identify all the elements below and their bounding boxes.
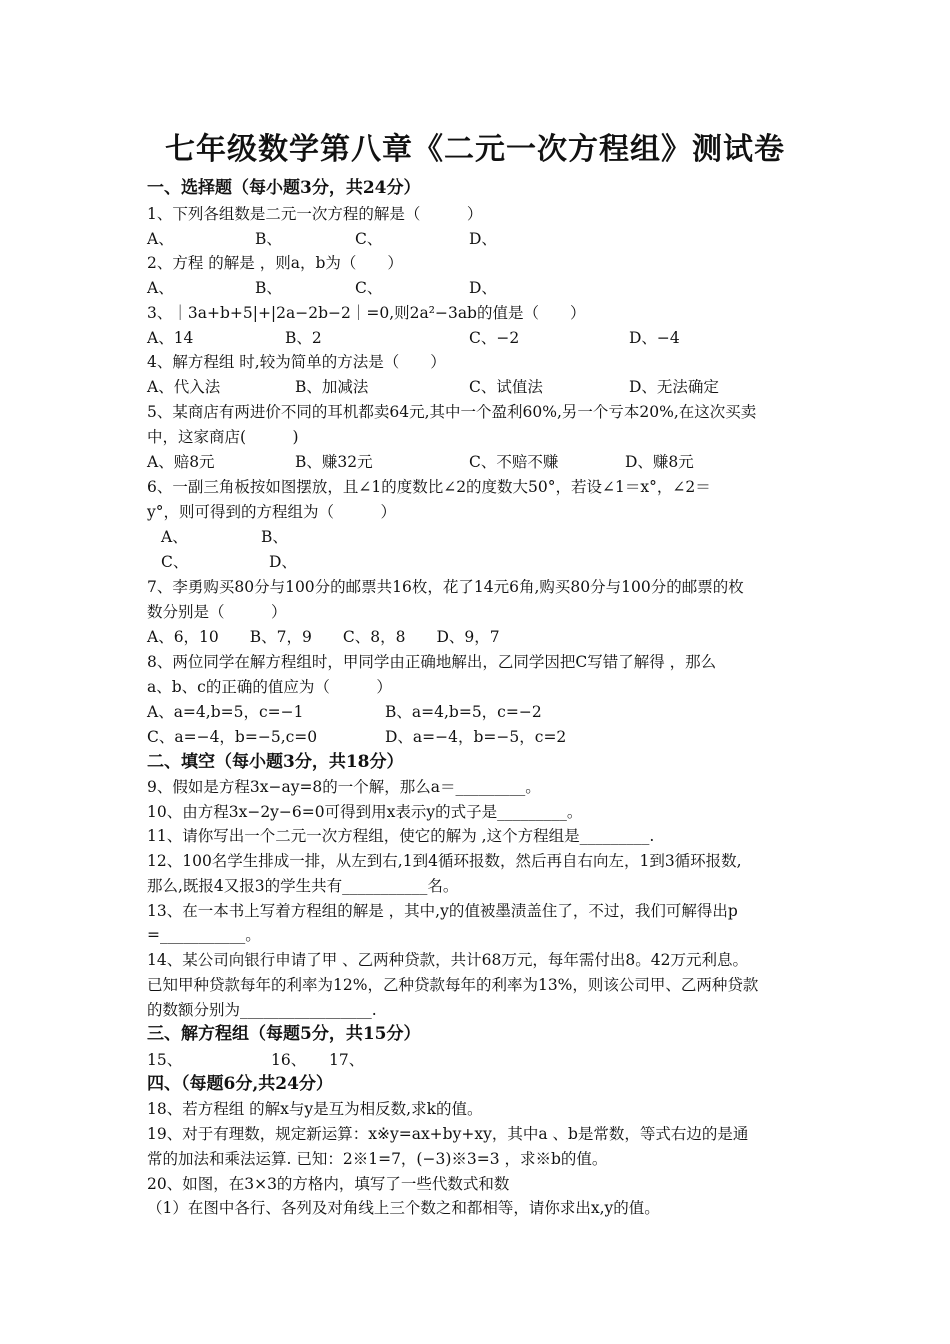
question-20-line2: （1）在图中各行、各列及对角线上三个数之和都相等，请你求出x,y的值。 [147, 1199, 660, 1217]
question-8-stem-line2: a、b、c的正确的值应为（ ） [147, 678, 392, 696]
question-6-stem-line2: y°，则可得到的方程组为（ ） [147, 503, 397, 521]
option-a: A、 [147, 230, 174, 248]
option-c: C、不赔不赚 [469, 453, 559, 471]
section-heading-solve: 三、解方程组（每题5分，共15分） [147, 1024, 421, 1044]
section-heading-fill: 二、填空（每小题3分，共18分） [147, 752, 404, 772]
option-d: D、 [469, 230, 497, 248]
option-c: C、 [355, 230, 383, 248]
question-1-stem: 1、下列各组数是二元一次方程的解是（ ） [147, 205, 483, 223]
option-d: D、−4 [629, 329, 680, 347]
option-a: A、a=4,b=5，c=−1 [147, 703, 304, 721]
option-b: B、a=4,b=5，c=−2 [385, 703, 542, 721]
section-heading-four: 四、（每题6分,共24分） [147, 1074, 333, 1094]
question-13-line2: =___________。 [147, 926, 261, 944]
option-c: C、 [161, 553, 189, 571]
question-19-line2: 常的加法和乘法运算. 已知：2※1=7，(−3)※3=3 ，求※b的值。 [147, 1150, 608, 1168]
question-7-options: A、6，10 B、7，9 C、8，8 D、9，7 [147, 628, 500, 646]
question-20-line1: 20、如图，在3×3的方格内，填写了一些代数式和数 [147, 1175, 510, 1193]
option-b: B、2 [285, 329, 322, 347]
option-d: D、a=−4，b=−5，c=2 [385, 728, 567, 746]
question-5-stem-line2: 中，这家商店( ) [147, 428, 299, 446]
option-c: C、−2 [469, 329, 520, 347]
question-14-line1: 14、某公司向银行申请了甲 、乙两种贷款，共计68万元，每年需付出8。42万元利息。 [147, 951, 748, 969]
option-d: D、无法确定 [629, 378, 719, 396]
option-d: D、 [469, 279, 497, 297]
option-a: A、14 [147, 329, 194, 347]
question-13-line1: 13、在一本书上写着方程组的解是 ，其中,y的值被墨渍盖住了，不过，我们可解得出p [147, 902, 738, 920]
page-title: 七年级数学第八章《二元一次方程组》测试卷 [165, 132, 785, 167]
question-6-stem-line1: 6、一副三角板按如图摆放，且∠1的度数比∠2的度数大50°，若设∠1＝x°，∠2＝ [147, 478, 711, 496]
question-14-line2: 已知甲种贷款每年的利率为12%，乙种贷款每年的利率为13%，则该公司甲、乙两种贷款 [147, 976, 759, 994]
option-b: B、 [255, 230, 282, 248]
option-a: A、 [147, 279, 174, 297]
option-d: D、赚8元 [625, 453, 694, 471]
option-a: A、 [161, 528, 188, 546]
question-8-stem-line1: 8、两位同学在解方程组时，甲同学由正确地解出，乙同学因把C写错了解得 ，那么 [147, 653, 717, 671]
question-4-stem: 4、解方程组 时,较为简单的方法是（ ） [147, 353, 446, 371]
question-7-stem-line1: 7、李勇购买80分与100分的邮票共16枚，花了14元6角,购买80分与100分的邮票的枚 [147, 578, 744, 596]
question-12-line1: 12、100名学生排成一排，从左到右,1到4循环报数，然后再自右向左，1到3循环报数, [147, 852, 742, 870]
question-9: 9、假如是方程3x−ay=8的一个解，那么a＝_________。 [147, 778, 541, 796]
question-17: 17、 [329, 1051, 365, 1069]
question-7-stem-line2: 数分别是（ ） [147, 603, 287, 621]
option-a: A、赔8元 [147, 453, 215, 471]
question-12-line2: 那么,既报4又报3的学生共有___________名。 [147, 877, 459, 895]
question-3-stem: 3、｜3a+b+5|+|2a−2b−2｜=0,则2a²−3ab的值是（ ） [147, 304, 586, 322]
question-14-line3: 的数额分别为_________________. [147, 1001, 377, 1019]
option-b: B、 [261, 528, 288, 546]
option-b: B、赚32元 [295, 453, 373, 471]
option-b: B、 [255, 279, 282, 297]
question-16: 16、 [271, 1051, 307, 1069]
option-a: A、代入法 [147, 378, 221, 396]
question-2-stem: 2、方程 的解是 ，则a，b为（ ） [147, 254, 403, 272]
question-11: 11、请你写出一个二元一次方程组，使它的解为 ,这个方程组是_________. [147, 827, 655, 845]
question-10: 10、由方程3x−2y−6=0可得到用x表示y的式子是_________。 [147, 803, 583, 821]
option-b: B、加减法 [295, 378, 369, 396]
option-d: D、 [269, 553, 297, 571]
question-18: 18、若方程组 的解x与y是互为相反数,求k的值。 [147, 1100, 483, 1118]
question-19-line1: 19、对于有理数，规定新运算：x※y=ax+by+xy，其中a 、b是常数，等式右边的是通 [147, 1125, 749, 1143]
question-15: 15、 [147, 1051, 183, 1069]
question-5-stem-line1: 5、某商店有两进价不同的耳机都卖64元,其中一个盈利60%,另一个亏本20%,在这次买卖 [147, 403, 757, 421]
option-c: C、试值法 [469, 378, 543, 396]
option-c: C、a=−4，b=−5,c=0 [147, 728, 318, 746]
section-heading-choice: 一、选择题（每小题3分，共24分） [147, 178, 421, 198]
option-c: C、 [355, 279, 383, 297]
